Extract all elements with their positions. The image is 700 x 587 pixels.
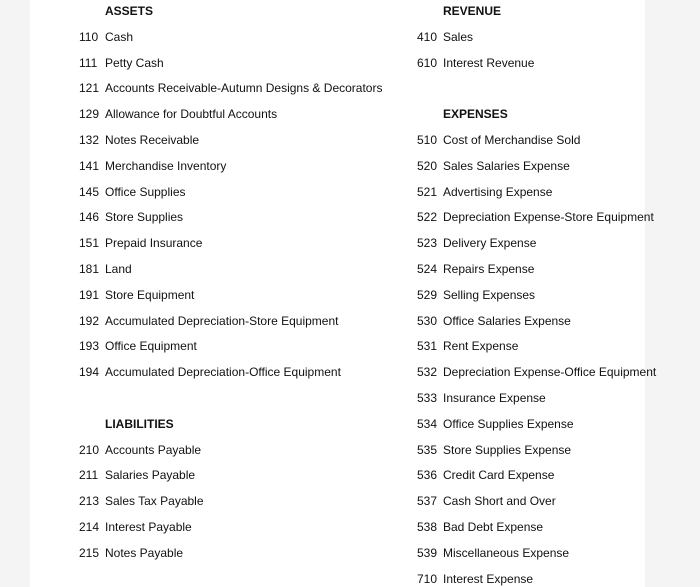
account-number: 110 bbox=[79, 29, 99, 44]
liabilities-heading: LIABILITIES bbox=[105, 416, 174, 431]
account-row bbox=[79, 442, 201, 458]
account-number: 111 bbox=[79, 55, 98, 70]
account-row bbox=[79, 235, 202, 251]
account-row bbox=[79, 287, 194, 303]
account-name: Notes Payable bbox=[105, 545, 184, 560]
account-name: Rent Expense bbox=[443, 339, 519, 354]
account-row bbox=[79, 467, 195, 483]
account-row bbox=[417, 390, 546, 406]
account-row bbox=[417, 467, 554, 483]
account-row bbox=[79, 209, 183, 225]
chart-of-accounts-sheet bbox=[30, 0, 657, 587]
account-name: Interest Revenue bbox=[443, 55, 535, 70]
account-row bbox=[79, 493, 204, 509]
account-row bbox=[417, 261, 534, 277]
account-number: 521 bbox=[417, 184, 438, 199]
account-number: 529 bbox=[417, 287, 438, 302]
account-name: Interest Expense bbox=[443, 571, 534, 586]
account-number: 522 bbox=[417, 210, 438, 225]
account-name: Store Supplies bbox=[105, 210, 184, 225]
account-row bbox=[417, 571, 533, 587]
account-row bbox=[417, 442, 571, 458]
account-name: Prepaid Insurance bbox=[105, 236, 203, 251]
account-name: Allowance for Doubtful Accounts bbox=[105, 107, 278, 122]
account-number: 510 bbox=[417, 133, 438, 147]
account-name: Accounts Payable bbox=[105, 442, 202, 457]
account-name: Credit Card Expense bbox=[443, 468, 555, 483]
account-number: 141 bbox=[79, 158, 100, 173]
account-row bbox=[417, 55, 534, 71]
account-number: 215 bbox=[79, 545, 100, 560]
account-number: 191 bbox=[79, 287, 100, 302]
account-number: 194 bbox=[79, 365, 100, 380]
account-name: Accumulated Depreciation-Office Equipment bbox=[105, 365, 341, 380]
account-name: Sales bbox=[443, 29, 474, 44]
account-number: 213 bbox=[79, 494, 100, 509]
account-number: 151 bbox=[79, 236, 100, 251]
account-number: 211 bbox=[79, 468, 99, 483]
account-row bbox=[417, 519, 543, 535]
account-name: Advertising Expense bbox=[443, 184, 553, 199]
account-name: Notes Receivable bbox=[105, 133, 200, 147]
account-name: Salaries Payable bbox=[105, 468, 196, 483]
account-number: 121 bbox=[79, 81, 100, 96]
account-number: 520 bbox=[417, 158, 438, 173]
account-number: 523 bbox=[417, 236, 438, 251]
account-number: 710 bbox=[417, 571, 438, 586]
account-row bbox=[79, 364, 341, 380]
account-row bbox=[79, 519, 192, 535]
account-number: 537 bbox=[417, 494, 438, 509]
account-name: Office Supplies bbox=[105, 184, 186, 199]
account-name: Depreciation Expense-Store Equipment bbox=[443, 210, 654, 225]
account-row bbox=[79, 338, 197, 354]
account-row bbox=[417, 364, 656, 380]
account-row bbox=[417, 545, 569, 561]
account-row bbox=[79, 29, 133, 45]
account-number: 532 bbox=[417, 365, 438, 380]
account-number: 129 bbox=[79, 107, 100, 122]
account-number: 210 bbox=[79, 442, 100, 457]
account-name: Miscellaneous Expense bbox=[443, 545, 570, 560]
account-number: 145 bbox=[79, 184, 100, 199]
account-name: Insurance Expense bbox=[443, 391, 546, 405]
account-name: Cost of Merchandise Sold bbox=[443, 133, 581, 147]
account-row bbox=[79, 132, 199, 148]
account-name: Office Supplies Expense bbox=[443, 416, 574, 431]
account-name: Interest Payable bbox=[105, 520, 192, 534]
account-number: 610 bbox=[417, 55, 438, 70]
account-row bbox=[417, 184, 552, 200]
assets-heading: ASSETS bbox=[105, 4, 154, 18]
account-name: Store Supplies Expense bbox=[443, 442, 572, 457]
account-number: 539 bbox=[417, 545, 438, 560]
account-number: 538 bbox=[417, 520, 438, 534]
account-name: Office Salaries Expense bbox=[443, 313, 571, 328]
account-number: 533 bbox=[417, 391, 438, 405]
account-row bbox=[79, 184, 186, 200]
account-name: Merchandise Inventory bbox=[105, 158, 227, 173]
account-row bbox=[417, 313, 571, 329]
account-name: Office Equipment bbox=[105, 339, 197, 354]
account-name: Selling Expenses bbox=[443, 287, 536, 302]
account-name: Depreciation Expense-Office Equipment bbox=[443, 365, 657, 380]
account-name: Cash bbox=[105, 29, 134, 44]
account-row bbox=[417, 338, 518, 354]
revenue-heading: REVENUE bbox=[443, 4, 502, 18]
account-row bbox=[79, 106, 277, 122]
account-row bbox=[417, 132, 580, 148]
account-name: Accounts Receivable-Autumn Designs & Decorators bbox=[105, 81, 383, 96]
account-row bbox=[79, 313, 338, 329]
account-number: 181 bbox=[79, 262, 100, 276]
account-number: 410 bbox=[417, 29, 438, 44]
account-number: 534 bbox=[417, 416, 438, 431]
account-row bbox=[417, 235, 536, 251]
account-number: 536 bbox=[417, 468, 438, 483]
account-name: Accumulated Depreciation-Store Equipment bbox=[105, 313, 339, 328]
account-number: 193 bbox=[79, 339, 100, 354]
account-row bbox=[79, 545, 183, 561]
account-row bbox=[79, 261, 132, 277]
account-row bbox=[417, 158, 570, 174]
account-number: 535 bbox=[417, 442, 438, 457]
account-row bbox=[417, 416, 574, 432]
account-row bbox=[417, 493, 556, 509]
account-row bbox=[79, 55, 164, 71]
account-name: Land bbox=[105, 262, 132, 276]
account-number: 531 bbox=[417, 339, 438, 354]
account-name: Sales Salaries Expense bbox=[443, 158, 570, 173]
account-row bbox=[417, 209, 654, 225]
account-number: 530 bbox=[417, 313, 438, 328]
account-number: 146 bbox=[79, 210, 100, 225]
account-number: 214 bbox=[79, 520, 100, 534]
expenses-heading: EXPENSES bbox=[443, 107, 508, 122]
account-name: Cash Short and Over bbox=[443, 494, 556, 509]
account-name: Delivery Expense bbox=[443, 236, 537, 251]
account-name: Repairs Expense bbox=[443, 262, 535, 276]
account-row bbox=[417, 29, 473, 45]
account-name: Store Equipment bbox=[105, 287, 195, 302]
account-row bbox=[79, 158, 226, 174]
account-name: Sales Tax Payable bbox=[105, 494, 204, 509]
account-name: Bad Debt Expense bbox=[443, 520, 544, 534]
account-number: 192 bbox=[79, 313, 100, 328]
account-number: 132 bbox=[79, 133, 100, 147]
account-name: Petty Cash bbox=[105, 55, 164, 70]
account-number: 524 bbox=[417, 262, 438, 276]
account-row bbox=[79, 80, 382, 96]
account-row bbox=[417, 287, 535, 303]
